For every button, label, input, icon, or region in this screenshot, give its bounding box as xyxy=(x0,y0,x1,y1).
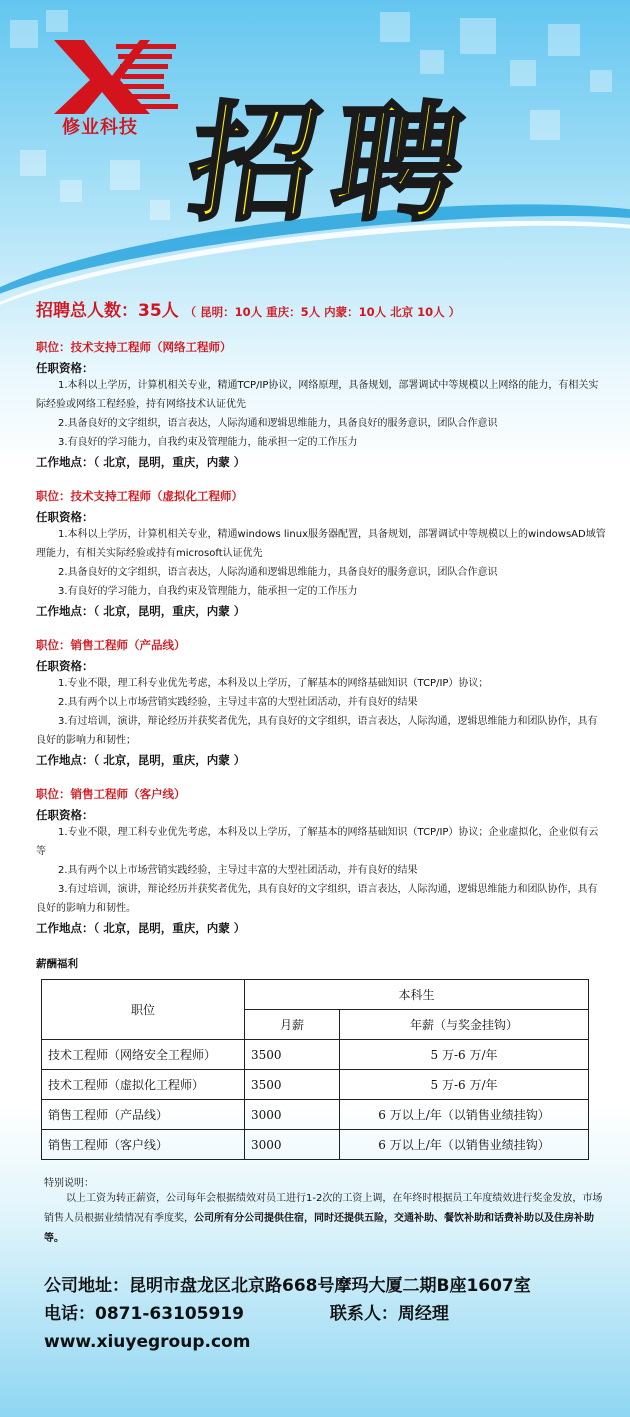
requirement-item: 3.有过培训，演讲，辩论经历并获奖者优先，具有良好的文字组织，语言表达，人际沟通，逻辑思维能力和团队协作，具有良好的影响力和韧性； xyxy=(36,716,598,746)
website-link[interactable]: www.xiuyegroup.com xyxy=(44,1332,251,1352)
hiring-total xyxy=(36,296,606,321)
requirement-item: 2.具备良好的文字组织，语言表达，人际沟通和逻辑思维能力，具备良好的服务意识，团队合作意识 xyxy=(58,567,498,578)
job-location: 工作地点：（ 北京，昆明，重庆，内蒙 ） xyxy=(36,604,246,618)
job-location: 工作地点：（ 北京，昆明，重庆，内蒙 ） xyxy=(36,455,246,469)
requirements-label: 任职资格： xyxy=(36,510,94,524)
table-row xyxy=(42,1130,589,1160)
salary-label: 薪酬福利 xyxy=(36,958,78,970)
hiring-total-count: 招聘总人数：35人 xyxy=(36,301,179,321)
table-row xyxy=(42,1040,589,1070)
requirement-item: 3.有良好的学习能力，自我约束及管理能力，能承担一定的工作压力 xyxy=(58,437,358,448)
table-cell-monthly: 3500 xyxy=(245,1070,340,1100)
requirements-label: 任职资格： xyxy=(36,808,94,822)
requirement-item: 2.具备良好的文字组织，语言表达，人际沟通和逻辑思维能力，具备良好的服务意识，团队合作意识 xyxy=(58,418,498,429)
table-row xyxy=(42,1100,589,1130)
job-title: 职位：销售工程师（产品线） xyxy=(36,638,186,652)
table-cell-position: 销售工程师（产品线） xyxy=(42,1100,245,1130)
job-section xyxy=(36,339,606,470)
requirement-item: 3.有良好的学习能力，自我约束及管理能力，能承担一定的工作压力 xyxy=(58,586,358,597)
requirement-item: 2.具有两个以上市场营销实践经验，主导过丰富的大型社团活动，并有良好的结果 xyxy=(58,865,418,876)
requirement-item: 3.有过培训，演讲，辩论经历并获奖者优先，具有良好的文字组织，语言表达，人际沟通，逻辑思维能力和团队协作，具有良好的影响力和韧性。 xyxy=(36,884,598,914)
requirements-label: 任职资格： xyxy=(36,361,94,375)
job-title: 职位：技术支持工程师（虚拟化工程师） xyxy=(36,489,243,503)
requirement-item: 1.本科以上学历，计算机相关专业，精通TCP/IP协议，网络原理，具备规划，部署调试中等规模以上网络的能力，有相关实际经验或网络工程经验，持有网络技术认证优先 xyxy=(36,380,599,410)
note-text xyxy=(44,1189,606,1249)
note-benefits: 公司所有分公司提供住宿，同时还提供五险，交通补助、餐饮补助和话费补助以及住房补助等。 xyxy=(44,1213,594,1244)
table-cell-annual: 6 万以上/年（以销售业绩挂钩） xyxy=(340,1130,589,1160)
job-title: 职位：销售工程师（客户线） xyxy=(36,787,186,801)
job-section xyxy=(36,488,606,619)
table-cell-monthly: 3000 xyxy=(245,1100,340,1130)
table-header-monthly: 月薪 xyxy=(245,1010,340,1040)
company-name: 修业科技 xyxy=(62,117,138,138)
requirement-item: 2.具有两个以上市场营销实践经验，主导过丰富的大型社团活动，并有良好的结果 xyxy=(58,697,418,708)
table-cell-position: 销售工程师（客户线） xyxy=(42,1130,245,1160)
contact-row xyxy=(44,1300,531,1328)
table-header-group: 本科生 xyxy=(245,980,589,1010)
table-header-annual: 年薪（与奖金挂钩） xyxy=(340,1010,589,1040)
note-body: 以上工资为转正薪资，公司每年会根据绩效对员工进行1-2次的工资上调，在年终时根据员工年度绩效进行奖金发放，市场销售人员根据业绩情况有季度奖， xyxy=(44,1193,603,1224)
job-section xyxy=(36,786,606,936)
table-cell-position: 技术工程师（网络安全工程师） xyxy=(42,1040,245,1070)
requirement-item: 1.本科以上学历，计算机相关专业，精通windows linux服务器配置，具备规划，部署调试中等规模以上的windowsAD域管理能力，有相关实际经验或持有microsoft认证优先 xyxy=(36,529,606,559)
table-cell-position: 技术工程师（虚拟化工程师） xyxy=(42,1070,245,1100)
table-cell-annual: 6 万以上/年（以销售业绩挂钩） xyxy=(340,1100,589,1130)
table-cell-annual: 5 万-6 万/年 xyxy=(340,1040,589,1070)
job-section xyxy=(36,637,606,768)
company-address: 公司地址：昆明市盘龙区北京路668号摩玛大厦二期B座1607室 xyxy=(44,1276,531,1296)
footer xyxy=(44,1272,531,1356)
headline-title: 招聘 xyxy=(179,89,489,239)
table-cell-monthly: 3000 xyxy=(245,1130,340,1160)
phone-number: 电话：0871-63105919 xyxy=(44,1304,244,1324)
main-content xyxy=(36,296,606,1249)
job-location: 工作地点：（ 北京，昆明，重庆，内蒙 ） xyxy=(36,921,246,935)
table-row xyxy=(42,1070,589,1100)
requirements-label: 任职资格： xyxy=(36,659,94,673)
salary-table xyxy=(41,979,589,1160)
hiring-total-detail: （ 昆明：10人 重庆：5人 内蒙：10人 北京 10人 ） xyxy=(184,305,461,319)
requirement-item: 1.专业不限，理工科专业优先考虑，本科及以上学历，了解基本的网络基础知识（TCP/IP）协议；企业虚拟化，企业似有云等 xyxy=(36,827,599,857)
contact-person: 联系人：周经理 xyxy=(329,1304,449,1324)
requirement-item: 1.专业不限，理工科专业优先考虑，本科及以上学历，了解基本的网络基础知识（TCP/IP）协议； xyxy=(58,678,489,689)
table-header-position: 职位 xyxy=(42,980,245,1040)
job-title: 职位：技术支持工程师（网络工程师） xyxy=(36,340,232,354)
note-title: 特别说明： xyxy=(44,1178,94,1189)
job-location: 工作地点：（ 北京，昆明，重庆，内蒙 ） xyxy=(36,753,246,767)
table-cell-annual: 5 万-6 万/年 xyxy=(340,1070,589,1100)
table-cell-monthly: 3500 xyxy=(245,1040,340,1070)
